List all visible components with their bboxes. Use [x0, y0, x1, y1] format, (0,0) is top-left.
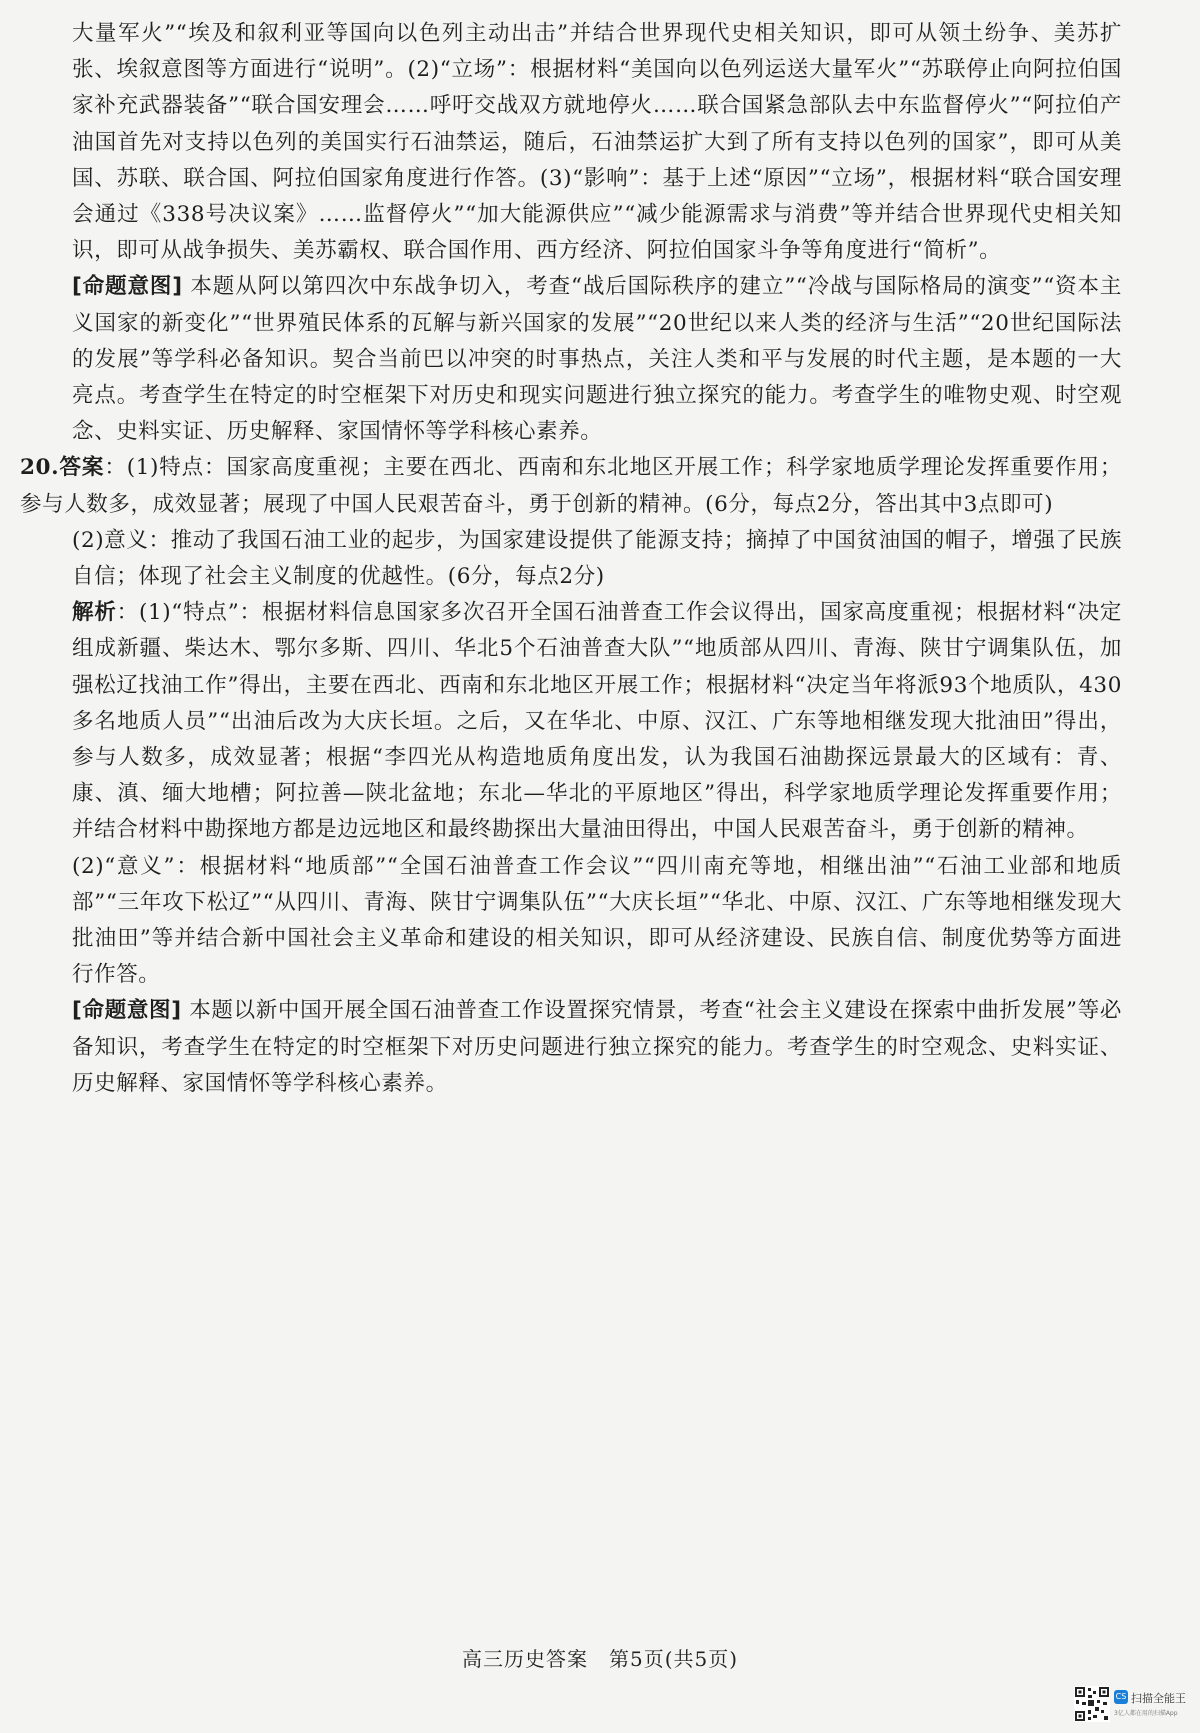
paragraph-analysis-continued: 大量军火”“埃及和叙利亚等国向以色列主动出击”并结合世界现代史相关知识，即可从领土纷争、美苏扩张、埃叙意图等方面进行“说明”。(2)“立场”：根据材料“美国向以色列运送大量军火”“苏联停止向阿拉伯国家补充武器装备”“联合国安理会……呼吁交战双方就地停火……联合国紧急部队去中东监督停火”“阿拉伯产油国首先对支持以色列的美国实行石油禁运，随后，石油禁运扩大到了所有支持以色列的国家”，即可从美国、苏联、联合国、阿拉伯国家角度进行作答。(3)“影响”：基于上述“原因”“立场”，根据材料“联合国安理会通过《338号决议案》……监督停火”“加大能源供应”“减少能源需求与消费”等并结合世界现代史相关知识，即可从战争损失、美苏霸权、联合国作用、西方经济、阿拉伯国家斗争等角度进行“简析”。 — [72, 21, 1122, 264]
intent-text: 本题从阿以第四次中东战争切入，考查“战后国际秩序的建立”“冷战与国际格局的演变”“资本主义国家的新变化”“世界殖民体系的瓦解与新兴国家的发展”“20世纪以来人类的经济与生活”“20世纪国际法的发展”等学科必备知识。契合当前巴以冲突的时事热点，关注人类和平与发展的时代主题，是本题的一大亮点。考查学生在特定的时空框架下对历史和现实问题进行独立探究的能力。考查学生的唯物史观、时空观念、史料实证、历史解释、家国情怀等学科核心素养。 — [72, 274, 1122, 445]
watermark-subtitle: 3亿人都在用的扫描App — [1114, 1710, 1178, 1717]
intent-label: [命题意图] — [72, 274, 183, 300]
answer-text: ：(1)特点：国家高度重视；主要在西北、西南和东北地区开展工作；科学家地质学理论发挥重要作用；参与人数多，成效显著；展现了中国人民艰苦奋斗，勇于创新的精神。(6分，每点2分，答出其中3点即可) — [20, 455, 1122, 517]
intent-label: [命题意图] — [72, 998, 182, 1024]
scanner-watermark — [1074, 1686, 1192, 1726]
page-footer: 高三历史答案 第5页(共5页) — [461, 1647, 739, 1671]
camscanner-logo-icon: CS — [1114, 1690, 1128, 1704]
question-number: 20. — [20, 455, 60, 481]
paragraph-intent-19 — [72, 269, 1122, 450]
intent-text: 本题以新中国开展全国石油普查工作设置探究情景，考查“社会主义建设在探索中曲折发展”等必备知识，考查学生在特定的时空框架下对历史问题进行独立探究的能力。考查学生的时空观念、史料实证、历史解释、家国情怀等学科核心素养。 — [72, 998, 1122, 1096]
document-body — [20, 16, 1123, 1102]
paragraph-intent-20 — [72, 993, 1122, 1102]
paragraph-analysis-significance: (2)“意义”：根据材料“地质部”“全国石油普查工作会议”“四川南充等地，相继出油”“石油工业部和地质部”“三年攻下松辽”“从四川、青海、陕甘宁调集队伍”“大庆长垣”“华北、中原、汉江、广东等地相继发现大批油田”等并结合新中国社会主义革命和建设的相关知识，即可从经济建设、民族自信、制度优势等方面进行作答。 — [72, 853, 1122, 988]
answer-label: 答案 — [59, 455, 105, 481]
qr-code-icon — [1074, 1686, 1110, 1722]
paragraph-answer-20 — [20, 450, 1122, 522]
paragraph-analysis-20 — [72, 595, 1122, 848]
watermark-title: 扫描全能王 — [1131, 1692, 1186, 1705]
analysis-label: 解析 — [72, 600, 117, 626]
paragraph-answer-significance: (2)意义：推动了我国石油工业的起步，为国家建设提供了能源支持；摘掉了中国贫油国的帽子，增强了民族自信；体现了社会主义制度的优越性。(6分，每点2分) — [72, 527, 1122, 590]
analysis-text: ：(1)“特点”：根据材料信息国家多次召开全国石油普查工作会议得出，国家高度重视；根据材料“决定组成新疆、柴达木、鄂尔多斯、四川、华北5个石油普查大队”“地质部从四川、青海、陕甘宁调集队伍，加强松辽找油工作”得出，主要在西北、西南和东北地区开展工作；根据材料“决定当年将派93个地质队，430多名地质人员”“出油后改为大庆长垣。之后，又在华北、中原、汉江、广东等地相继发现大批油田”得出，参与人数多，成效显著；根据“李四光从构造地质角度出发，认为我国石油勘探远景最大的区域有：青、康、滇、缅大地槽；阿拉善—陕北盆地；东北—华北的平原地区”得出，科学家地质学理论发挥重要作用；并结合材料中勘探地方都是边远地区和最终勘探出大量油田得出，中国人民艰苦奋斗，勇于创新的精神。 — [72, 600, 1123, 843]
